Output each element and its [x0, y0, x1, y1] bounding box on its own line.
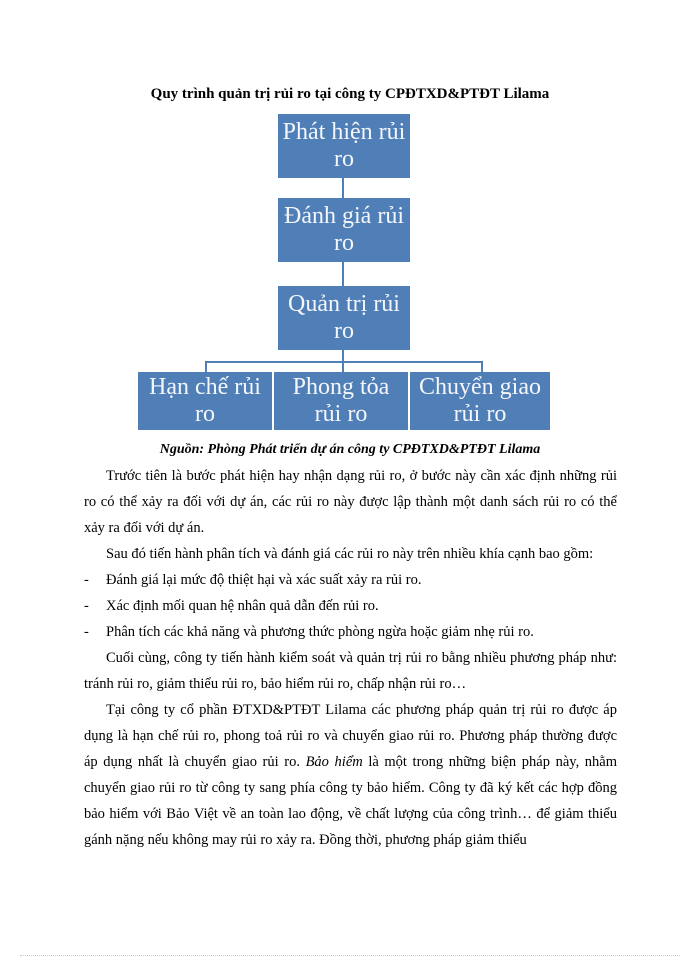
- connector-left: [205, 361, 207, 372]
- node-risk-management-label: Quản trị rủi ro: [288, 291, 400, 344]
- bullet-item: [84, 619, 617, 645]
- node-risk-transfer: [410, 372, 550, 430]
- node-risk-assessment: [278, 198, 410, 262]
- diagram-title: Quy trình quản trị rủi ro tại công ty CPĐTXD&PTĐT Lilama: [150, 86, 550, 102]
- paragraph-3: Cuối cùng, công ty tiến hành kiểm soát và quản trị rủi ro bằng nhiều phương pháp như: tránh rủi ro, giảm thiểu rủi ro, bảo hiểm rủi ro, chấp nhận rủi ro…: [84, 650, 617, 692]
- node-risk-limitation: [138, 372, 272, 430]
- page-bottom-border: [20, 955, 680, 956]
- paragraph-4: [84, 697, 617, 853]
- paragraph-4-part-b: là một trong những biện pháp này, nhằm chuyển giao rủi ro từ công ty sang phía công ty bảo hiểm. Công ty đã ký kết các hợp đồng bảo hiểm với Bảo Việt về an toàn lao động, về chất lượng của công trình… để giảm thiểu gánh nặng nếu không may rủi ro xảy ra. Đồng thời, phương pháp giảm thiểu: [84, 754, 618, 848]
- connector-middle: [342, 361, 344, 372]
- node-risk-blocking-label: Phong tỏa rủi ro: [292, 374, 390, 427]
- connector-1: [342, 178, 344, 198]
- bullet-mark: -: [84, 572, 89, 588]
- bullet-text: Đánh giá lại mức độ thiệt hại và xác suất xảy ra rủi ro.: [106, 572, 422, 588]
- bullet-text: Phân tích các khả năng và phương thức phòng ngừa hoặc giảm nhẹ rủi ro.: [106, 624, 534, 640]
- paragraph-4-emphasis: Bảo hiểm: [305, 754, 363, 770]
- connector-horizontal: [205, 361, 483, 363]
- node-risk-limitation-label: Hạn chế rủi ro: [149, 374, 261, 427]
- bullet-text: Xác định mối quan hệ nhân quả dẫn đến rủi ro.: [106, 598, 379, 614]
- node-risk-blocking: [274, 372, 408, 430]
- bullet-mark: -: [84, 624, 89, 640]
- source-caption: Nguồn: Phòng Phát triển dự án công ty CPĐTXD&PTĐT Lilama: [159, 442, 541, 457]
- connector-right: [481, 361, 483, 372]
- node-risk-detection-label: Phát hiện rủi ro: [282, 119, 406, 172]
- node-risk-detection: [278, 114, 410, 178]
- node-risk-assessment-label: Đánh giá rủi ro: [284, 203, 404, 256]
- bullet-item: [84, 567, 617, 593]
- paragraph-2: Sau đó tiến hành phân tích và đánh giá các rủi ro này trên nhiều khía cạnh bao gồm:: [106, 546, 594, 562]
- body-text: [84, 463, 617, 853]
- connector-2: [342, 262, 344, 286]
- bullet-mark: -: [84, 598, 89, 614]
- paragraph-1: Trước tiên là bước phát hiện hay nhận dạng rủi ro, ở bước này cần xác định những rủi ro có thể xảy ra đối với dự án, các rủi ro này được lập thành một danh sách rủi ro có thể xảy ra đối với dự án.: [84, 468, 617, 536]
- node-risk-transfer-label: Chuyển giao rủi ro: [419, 374, 541, 427]
- node-risk-management: [278, 286, 410, 350]
- bullet-item: [84, 593, 617, 619]
- paragraph-4-part-a: Tại công ty cổ phần ĐTXD&PTĐT Lilama các phương pháp quản trị rủi ro được áp dụng là hạn chế rủi ro, phong toả rủi ro và chuyển giao rủi ro. Phương pháp thường được áp dụng nhất là chuyển giao rủi ro.: [84, 702, 617, 770]
